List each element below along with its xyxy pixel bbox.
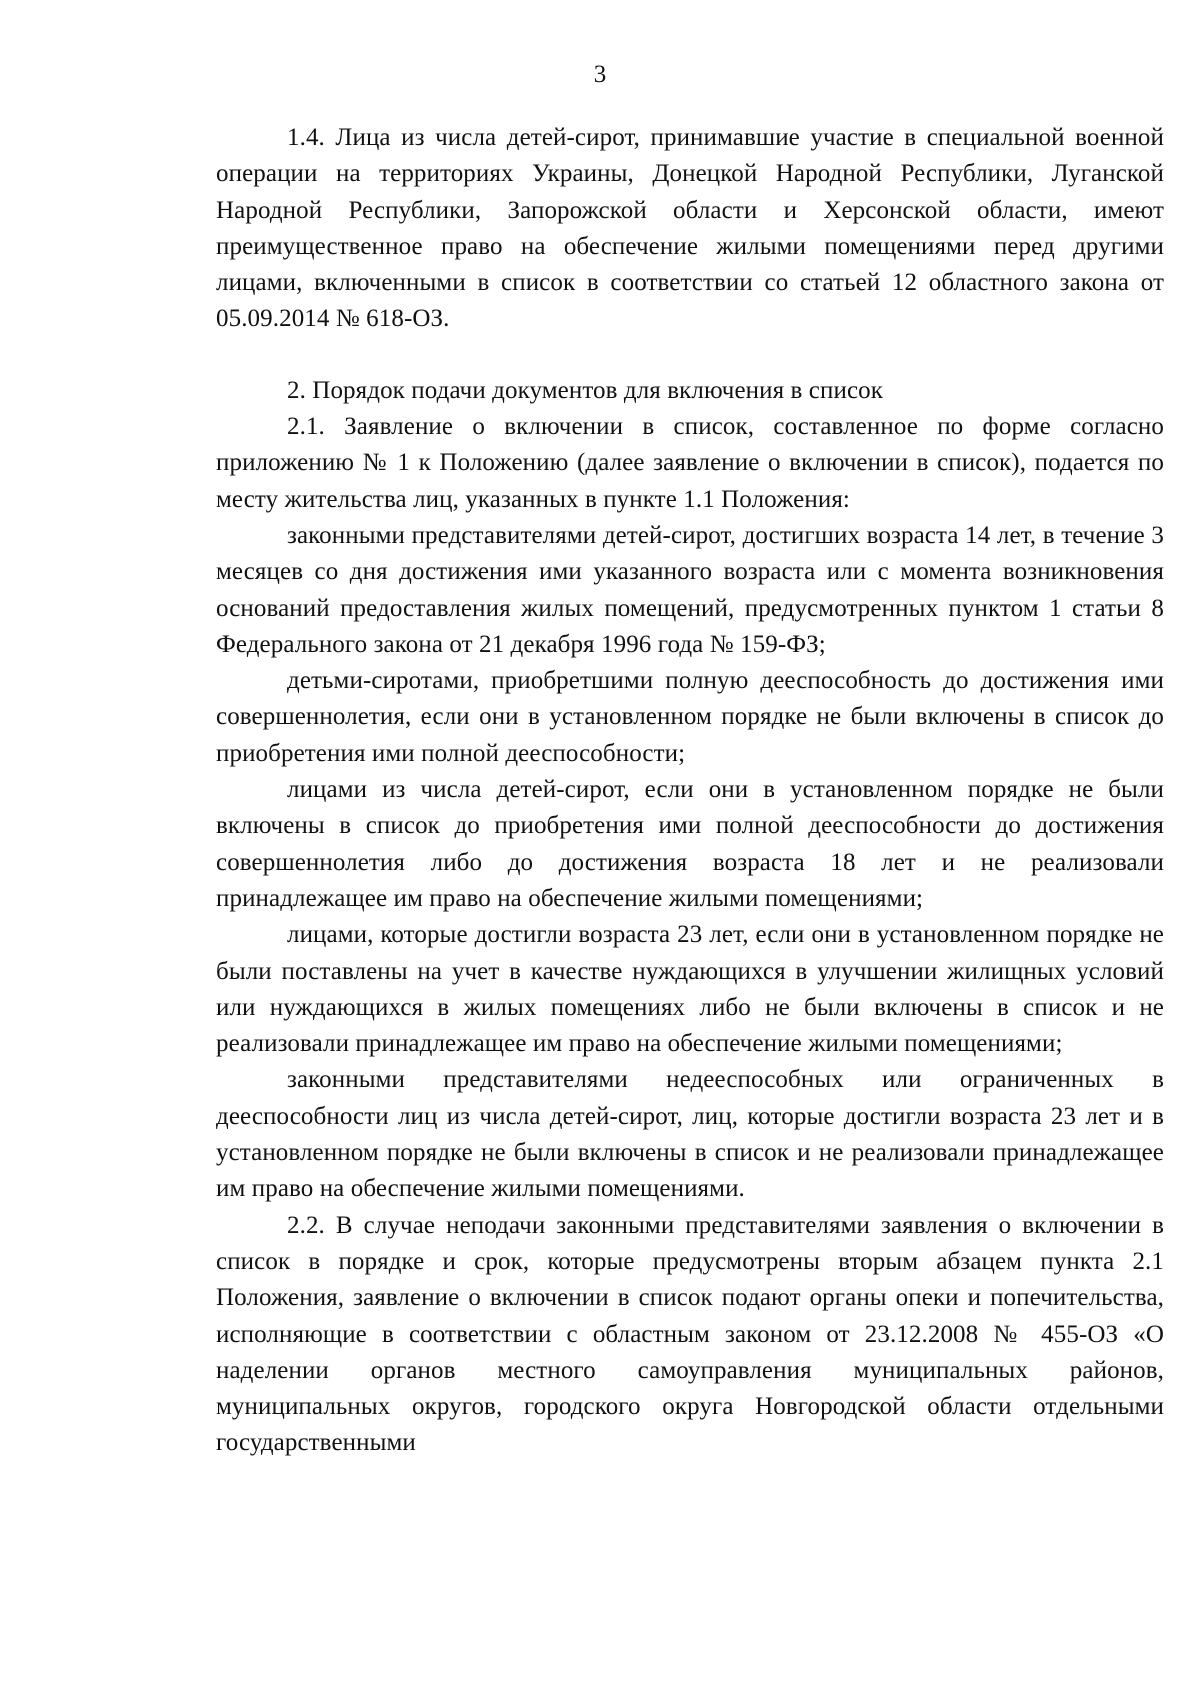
paragraph-2-1: 2.1. Заявление о включении в список, составленное по форме согласно приложению № 1 к Положению (далее заявление о включении в список), подается по месту жительства лиц, указанных в пункте 1.1 Положения: <box>216 413 1164 513</box>
paragraph-2-2: 2.2. В случае неподачи законными представителями заявления о включении в список в порядке и срок, которые предусмотрены вторым абзацем пункта 2.1 Положения, заявление о включении в список подают органы опеки и попечительства, исполняющие в соответствии с областным законом от 23.12.2008 № 455-ОЗ «О наделении органов местного самоуправления муниципальных районов, муниципальных округов, городского округа Новгородской области отдельными государственными <box>216 1211 1164 1457</box>
paragraph-2-1-persons-from-orphans: лицами из числа детей-сирот, если они в установленном порядке не были включены в список до приобретения ими полной дееспособности до достижения совершеннолетия либо до достижения возраста 18 лет и не реализовали принадлежащее им право на обеспечение жилыми помещениями; <box>216 776 1164 912</box>
section-2-heading: 2. Порядок подачи документов для включения в список <box>287 376 883 404</box>
page-number: 3 <box>593 61 607 88</box>
paragraph-2-1-incapacitated-representatives: законными представителями недееспособных или ограниченных в дееспособности лиц из числа детей-сирот, лиц, которые достигли возраста 23 лет и в установленном порядке не были включены в список и не реализовали принадлежащее им право на обеспечение жилыми помещениями. <box>216 1066 1164 1203</box>
paragraph-1-4: 1.4. Лица из числа детей-сирот, принимавшие участие в специальной военной операции на территориях Украины, Донецкой Народной Республики, Луганской Народной Республики, Запорожской области и Херсонской области, имеют преимущественное право на обеспечение жилыми помещениями перед другими лицами, включенными в список в соответствии со статьей 12 областного закона от 05.09.2014 № 618-ОЗ. <box>216 124 1164 333</box>
document-body <box>216 120 1164 1462</box>
paragraph-2-1-legal-representatives: законными представителями детей-сирот, достигших возраста 14 лет, в течение 3 месяцев со дня достижения ими указанного возраста или с момента возникновения оснований предоставления жилых помещений, предусмотренных пунктом 1 статьи 8 Федерального закона от 21 декабря 1996 года № 159-ФЗ; <box>216 521 1164 658</box>
paragraph-2-1-persons-over-23: лицами, которые достигли возраста 23 лет, если они в установленном порядке не были поставлены на учет в качестве нуждающихся в улучшении жилищных условий или нуждающихся в жилых помещениях либо не были включены в список и не реализовали принадлежащее им право на обеспечение жилыми помещениями; <box>216 921 1164 1058</box>
paragraph-2-1-orphans-full-capacity: детьми-сиротами, приобретшими полную дееспособность до достижения ими совершеннолетия, если они в установленном порядке не были включены в список до приобретения ими полной дееспособности; <box>216 667 1164 767</box>
